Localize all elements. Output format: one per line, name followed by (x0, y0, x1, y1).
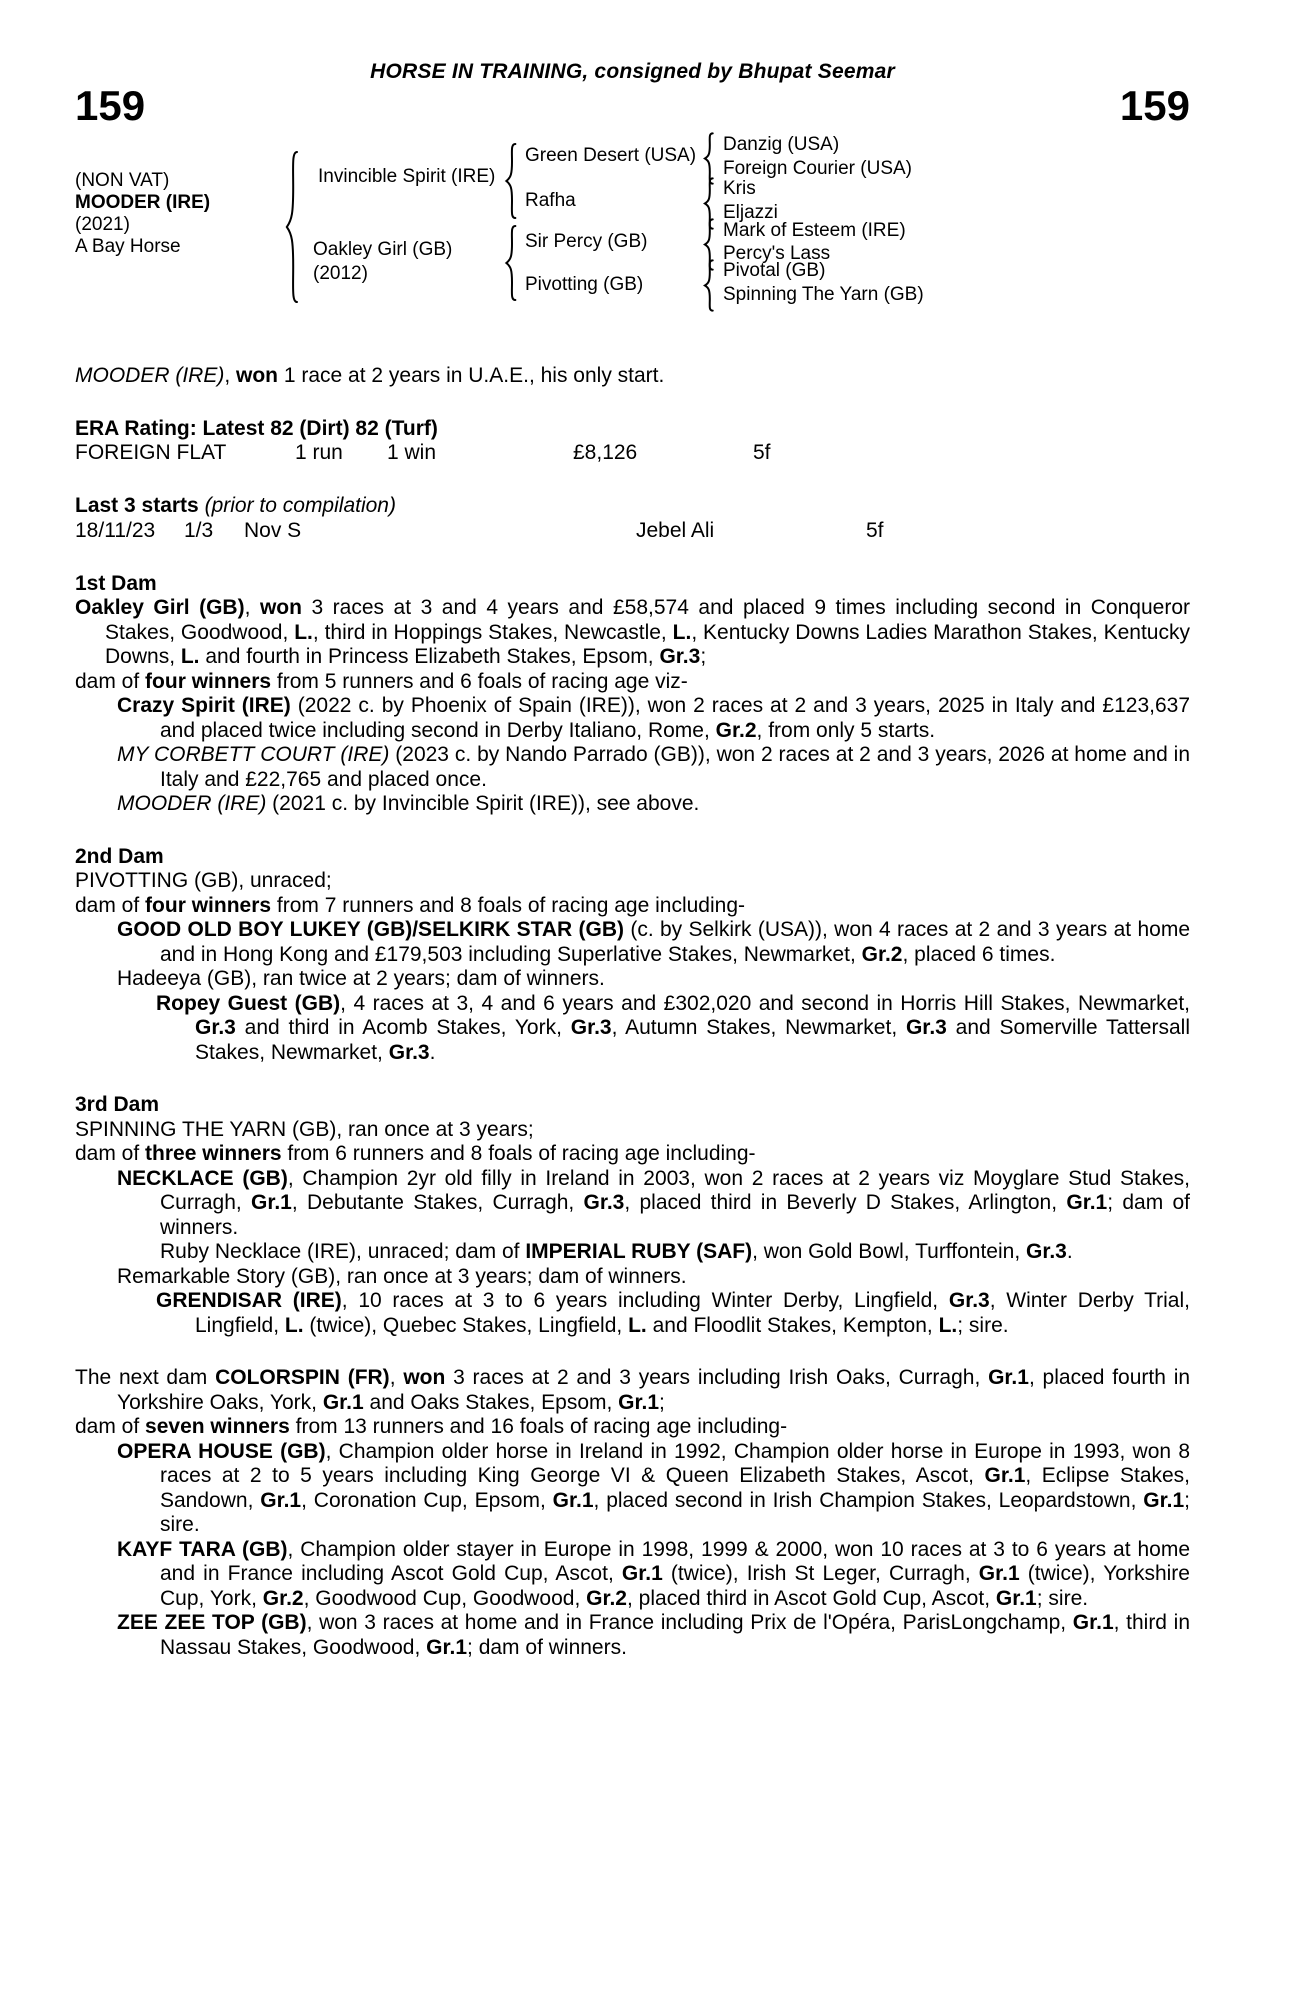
tax-status: (NON VAT) (75, 170, 170, 191)
sire-dam-name: Rafha (525, 190, 576, 211)
lot-number-right: 159 (1119, 82, 1190, 129)
start-distance: 5f (866, 518, 884, 542)
dam-block (313, 238, 452, 286)
pedigree-brace (283, 148, 300, 306)
pedigree-table (75, 134, 1190, 334)
lot-number-row (75, 82, 1190, 129)
first-dam-heading: 1st Dam (75, 571, 157, 595)
start-race: Nov S (244, 518, 302, 542)
pedigree-paragraph: MY CORBETT COURT (IRE) (2023 c. by Nando Parrado (GB)), won 2 races at 2 and 3 years, 2026 at home and in Italy and £22,765 and placed once. (117, 743, 1190, 791)
subject-horse-block (75, 170, 210, 258)
dam-name: Oakley Girl (GB) (313, 239, 453, 260)
dam-dam-sire-name: Pivotal (GB) (723, 260, 826, 281)
pedigree-brace (702, 259, 715, 312)
sire-dam-dam-name: Eljazzi (723, 202, 778, 223)
last-start-row (75, 519, 1190, 544)
subject-foaling-year: (2021) (75, 214, 130, 235)
pedigree-paragraph: ZEE ZEE TOP (GB), won 3 races at home and in France including Prix de l'Opéra, ParisLongchamp, Gr.1, third in Nassau Stakes, Goodwood, Gr.1; dam of winners. (117, 1611, 1190, 1659)
pedigree-paragraph: The next dam COLORSPIN (FR), won 3 races at 2 and 3 years including Irish Oaks, Curragh, Gr.1, placed fourth in Yorkshire Oaks, York, Gr.1 and Oaks Stakes, Epsom, Gr.1; (75, 1366, 1191, 1414)
first-dam-section (75, 572, 1190, 817)
pedigree-brace (503, 142, 518, 220)
era-rating-heading: ERA Rating: Latest 82 (Dirt) 82 (Turf) (75, 416, 438, 440)
pedigree-paragraph: Ropey Guest (GB), 4 races at 3, 4 and 6 years and £302,020 and second in Horris Hill Stakes, Newmarket, Gr.3 and third in Acomb Stakes, York, Gr.3, Autumn Stakes, Newmarket, Gr.3 and Somerville Tattersall Stakes, Newmarket, Gr.3. (156, 991, 1190, 1064)
pedigree-paragraph: Hadeeya (GB), ran twice at 2 years; dam of winners. (117, 967, 605, 990)
pedigree-paragraph: dam of four winners from 5 runners and 6 foals of racing age viz- (75, 669, 688, 693)
subject-description: A Bay Horse (75, 236, 181, 257)
pedigree-paragraph: dam of four winners from 7 runners and 8 foals of racing age including- (75, 893, 745, 917)
pedigree-paragraph: OPERA HOUSE (GB), Champion older horse in Ireland in 1992, Champion older horse in Europe in 1993, won 8 races at 2 to 5 years including King George VI & Queen Elizabeth Stakes, Ascot, Gr.1, Eclipse Stakes, Sandown, Gr.1, Coronation Cup, Epsom, Gr.1, placed second in Irish Champion Stakes, Leopardstown, Gr.1; sire. (117, 1439, 1191, 1536)
pedigree-paragraph: KAYF TARA (GB), Champion older stayer in Europe in 1998, 1999 & 2000, won 10 races at 3 to 6 years at home and in France including Ascot Gold Cup, Ascot, Gr.1 (twice), Irish St Leger, Curragh, Gr.1 (twice), Yorkshire Cup, York, Gr.2, Goodwood Cup, Goodwood, Gr.2, placed third in Ascot Gold Cup, Ascot, Gr.1; sire. (117, 1537, 1190, 1610)
dam-foaling-year: (2012) (313, 263, 368, 284)
second-dam-section (75, 845, 1190, 1066)
dam-sire-sire-name: Mark of Esteem (IRE) (723, 220, 906, 241)
pedigree-paragraph: dam of three winners from 6 runners and 8 foals of racing age including- (75, 1142, 756, 1165)
dam-sire-dam-name: Percy's Lass (723, 243, 831, 264)
pedigree-paragraph: GRENDISAR (IRE), 10 races at 3 to 6 years including Winter Derby, Lingfield, Gr.3, Winter Derby Trial, Lingfield, L. (twice), Quebec Stakes, Lingfield, L. and Floodlit Stakes, Kempton, L.; sire. (156, 1289, 1190, 1337)
page-content (75, 60, 1190, 1660)
third-dam-section (75, 1093, 1190, 1338)
pedigree-paragraph: Remarkable Story (GB), ran once at 3 years; dam of winners. (117, 1264, 687, 1288)
page-header: HORSE IN TRAINING, consigned by Bhupat Seemar (370, 60, 895, 83)
dam-dam-name: Pivotting (GB) (525, 274, 644, 295)
pedigree-paragraph: Crazy Spirit (IRE) (2022 c. by Phoenix of Spain (IRE)), won 2 races at 2 and 3 years, 2025 in Italy and £123,637 and placed twice including second in Derby Italiano, Rome, Gr.2, from only 5 starts. (117, 694, 1190, 742)
pedigree-paragraph: dam of seven winners from 13 runners and 16 foals of racing age including- (75, 1415, 788, 1438)
second-dam-heading: 2nd Dam (75, 844, 164, 868)
sire-dam-sire-name: Kris (723, 178, 756, 199)
era-rating-block (75, 417, 1190, 467)
third-dam-heading: 3rd Dam (75, 1093, 160, 1116)
pedigree-paragraph: SPINNING THE YARN (GB), ran once at 3 years; (75, 1117, 534, 1141)
era-category: FOREIGN FLAT (75, 441, 227, 464)
last-starts-block (75, 494, 1190, 544)
era-rating-row (75, 441, 1190, 466)
era-wins: 1 win (387, 441, 437, 464)
last-starts-note: (prior to compilation) (204, 494, 396, 517)
sire-name: Invincible Spirit (IRE) (318, 166, 496, 187)
dam-sire-name: Sir Percy (GB) (525, 231, 648, 252)
pedigree-paragraph: Ruby Necklace (IRE), unraced; dam of IMPERIAL RUBY (SAF), won Gold Bowl, Turffontein, Gr.3. (160, 1240, 1073, 1263)
pedigree-paragraph: NECKLACE (GB), Champion 2yr old filly in Ireland in 2003, won 2 races at 2 years viz Moyglare Stud Stakes, Curragh, Gr.1, Debutante Stakes, Curragh, Gr.3, placed third in Beverly D Stakes, Arlington, Gr.1; dam of winners. (117, 1166, 1191, 1239)
pedigree-paragraph: Oakley Girl (GB), won 3 races at 3 and 4 years and £58,574 and placed 9 times including second in Conqueror Stakes, Goodwood, L., third in Hoppings Stakes, Newcastle, L., Kentucky Downs Ladies Marathon Stakes, Kentucky Downs, L. and fourth in Princess Elizabeth Stakes, Epsom, Gr.3; (75, 596, 1190, 668)
start-course: Jebel Ali (636, 518, 715, 542)
sire-sire-sire-name: Danzig (USA) (723, 134, 840, 155)
pedigree-paragraph: GOOD OLD BOY LUKEY (GB)/SELKIRK STAR (GB) (c. by Selkirk (USA)), won 4 races at 2 and 3 years at home and in Hong Kong and £179,503 including Superlative Stakes, Newmarket, Gr.2, placed 6 times. (117, 918, 1190, 966)
sire-sire-name: Green Desert (USA) (525, 145, 697, 166)
subject-horse-name: MOODER (IRE) (75, 192, 211, 213)
sire-sire-dam-name: Foreign Courier (USA) (723, 158, 912, 179)
race-record-summary: MOODER (IRE), won 1 race at 2 years in U.A.E., his only start. (75, 364, 665, 387)
catalogue-text (75, 364, 1190, 1660)
start-date: 18/11/23 (75, 518, 156, 542)
pedigree-paragraph: MOODER (IRE) (2021 c. by Invincible Spirit (IRE)), see above. (117, 792, 700, 815)
lot-number-left: 159 (75, 82, 146, 129)
start-position: 1/3 (184, 518, 214, 542)
pedigree-paragraph: PIVOTTING (GB), unraced; (75, 869, 332, 892)
next-dam-section (75, 1366, 1190, 1660)
last-starts-heading-line (75, 494, 1190, 519)
era-distance: 5f (753, 441, 771, 464)
last-starts-heading: Last 3 starts (75, 494, 199, 517)
pedigree-brace (503, 224, 518, 302)
era-earnings: £8,126 (573, 441, 638, 464)
era-runs: 1 run (295, 441, 343, 464)
dam-dam-dam-name: Spinning The Yarn (GB) (723, 284, 924, 305)
